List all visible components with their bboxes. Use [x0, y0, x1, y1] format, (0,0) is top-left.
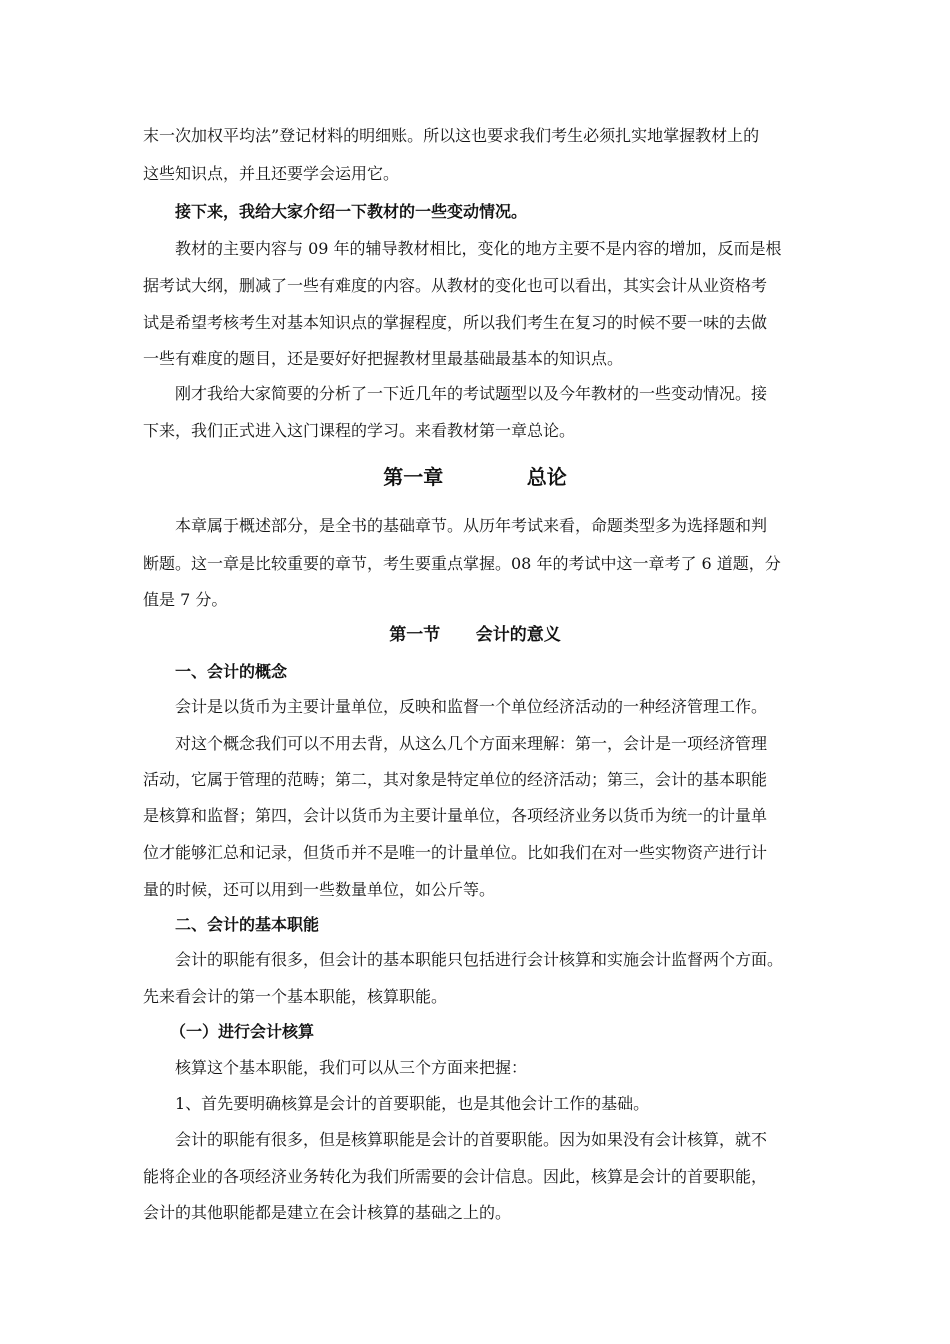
paragraph-line: 一些有难度的题目，还是要好好把握教材里最基础最基本的知识点。 — [143, 349, 624, 368]
paragraph-line: 位才能够汇总和记录，但货币并不是唯一的计量单位。比如我们在对一些实物资产进行计 — [143, 843, 768, 862]
paragraph-line: 1、首先要明确核算是会计的首要职能，也是其他会计工作的基础。 — [175, 1094, 650, 1113]
paragraph-line: 能将企业的各项经济业务转化为我们所需要的会计信息。因此，核算是会计的首要职能， — [143, 1167, 768, 1186]
paragraph-line: 先来看会计的第一个基本职能，核算职能。 — [143, 987, 448, 1006]
paragraph-line: 这些知识点，并且还要学会运用它。 — [143, 164, 400, 183]
chapter-title: 第一章 总论 — [383, 465, 567, 489]
paragraph-line: 对这个概念我们可以不用去背，从这么几个方面来理解：第一，会计是一项经济管理 — [175, 734, 768, 753]
paragraph-line: 据考试大纲，删减了一些有难度的内容。从教材的变化也可以看出，其实会计从业资格考 — [143, 276, 768, 295]
paragraph-line: 活动，它属于管理的范畴；第二，其对象是特定单位的经济活动；第三，会计的基本职能 — [143, 770, 768, 789]
paragraph-line: 是核算和监督；第四，会计以货币为主要计量单位，各项经济业务以货币为统一的计量单 — [143, 806, 768, 825]
paragraph-line: 会计是以货币为主要计量单位，反映和监督一个单位经济活动的一种经济管理工作。 — [175, 697, 768, 716]
subsection-heading: 二、会计的基本职能 — [175, 915, 320, 934]
paragraph-line: 本章属于概述部分，是全书的基础章节。从历年考试来看，命题类型多为选择题和判 — [175, 516, 768, 535]
subsection-heading: 一、会计的概念 — [175, 662, 288, 681]
sub-subsection-heading: （一）进行会计核算 — [170, 1022, 315, 1041]
paragraph-line: 断题。这一章是比较重要的章节，考生要重点掌握。08 年的考试中这一章考了 6 道题，分 — [143, 554, 781, 573]
paragraph-line: 会计的其他职能都是建立在会计核算的基础之上的。 — [143, 1203, 512, 1222]
paragraph-line: 会计的职能有很多，但会计的基本职能只包括进行会计核算和实施会计监督两个方面。 — [175, 950, 784, 969]
section-title: 第一节 会计的意义 — [389, 625, 561, 645]
paragraph-line: 下来，我们正式进入这门课程的学习。来看教材第一章总论。 — [143, 421, 576, 440]
paragraph-line: 会计的职能有很多，但是核算职能是会计的首要职能。因为如果没有会计核算，就不 — [175, 1130, 768, 1149]
paragraph-line: 值是 7 分。 — [143, 590, 228, 609]
paragraph-line: 刚才我给大家简要的分析了一下近几年的考试题型以及今年教材的一些变动情况。接 — [175, 384, 768, 403]
paragraph-line: 核算这个基本职能，我们可以从三个方面来把握： — [175, 1058, 528, 1077]
paragraph-line: 试是希望考核考生对基本知识点的掌握程度，所以我们考生在复习的时候不要一味的去做 — [143, 313, 768, 332]
paragraph-line: 量的时候，还可以用到一些数量单位，如公斤等。 — [143, 880, 496, 899]
bold-paragraph: 接下来，我给大家介绍一下教材的一些变动情况。 — [175, 202, 528, 221]
paragraph-line: 教材的主要内容与 09 年的辅导教材相比，变化的地方主要不是内容的增加，反而是根 — [175, 239, 782, 258]
paragraph-line: 末一次加权平均法”登记材料的明细账。所以这也要求我们考生必须扎实地掌握教材上的 — [143, 126, 760, 145]
